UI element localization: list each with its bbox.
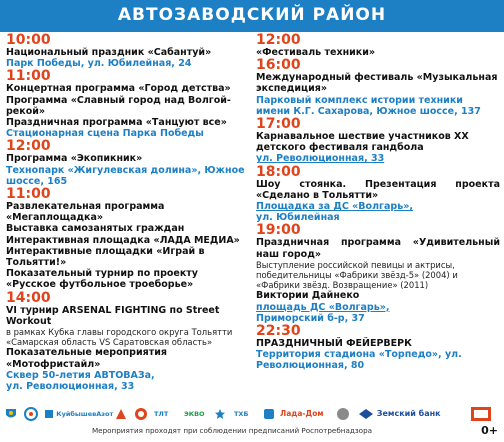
red-mark-icon	[114, 407, 128, 421]
logo-mark-round	[134, 405, 148, 423]
logo-tlt	[154, 405, 168, 423]
star-logo-icon	[214, 408, 226, 420]
sponsor-name: ТХБ	[234, 410, 249, 418]
event-title: Карнавальное шествие участников XX детского фестиваля гандбола	[256, 131, 469, 154]
logo-mark-blue	[262, 405, 276, 423]
city-emblem-icon	[4, 407, 18, 421]
logo-mark-gray	[336, 405, 350, 423]
sponsor-logos-strip	[0, 405, 504, 423]
time-label: 11:00	[6, 68, 51, 85]
venue-label: Территория стадиона «Торпедо», ул. Революционная, 80	[256, 349, 462, 372]
venue-label: ул. Революционная, 33	[256, 153, 385, 165]
logo-star	[214, 405, 226, 423]
venue-label: Сквер 50-летия АВТОВАЗа,	[6, 369, 155, 381]
district-title: АВТОЗАВОДСКИЙ РАЙОН	[117, 5, 387, 25]
footer-note: Мероприятия проходят при соблюдении предписаний Роспотребнадзора	[91, 426, 373, 435]
time-label: 18:00	[256, 163, 301, 180]
event-title: Концертная программа «Город детства»	[6, 83, 231, 95]
sponsor-name: КуйбышевАзот	[56, 410, 114, 418]
time-label: 16:00	[256, 57, 301, 74]
sponsor-name: Лада-Дом	[280, 409, 324, 418]
zemsky-bank-icon	[358, 408, 374, 420]
event-title: Национальный праздник «Сабантуй»	[6, 47, 212, 58]
logo-kuibyshevazot	[44, 405, 113, 423]
time-label: 19:00	[256, 222, 301, 239]
logo-tlt-emblem	[4, 405, 18, 423]
sponsor-name: ЭКВО	[184, 410, 205, 418]
venue-label: площадь ДС «Волгарь»,	[256, 301, 390, 313]
age-rating-badge: 0+	[481, 424, 498, 437]
logo-zemsky-bank	[358, 405, 441, 423]
event-description: Выступление российской певицы и актрисы, победительницы «Фабрики звёзд-5» (2004) и «Фабрики звёзд. Возвращение» (2011)	[256, 259, 458, 291]
time-label: 22:30	[256, 323, 301, 340]
time-label: 10:00	[6, 32, 51, 48]
logo-square-red	[470, 405, 492, 423]
logo-ekvo	[184, 405, 205, 423]
event-title: Программа «Славный город над Волгой-рекой»	[6, 94, 231, 117]
time-label: 12:00	[6, 138, 51, 155]
event-description: в рамках Кубка главы городского округа Тольятти «Самарская область VS Саратовская область»	[6, 327, 233, 348]
sponsor-name: ТЛТ	[154, 410, 169, 418]
schedule-left-column	[6, 33, 250, 392]
event-title: Праздничная программа «Удивительный наш город»	[256, 237, 500, 260]
event-title: Интерактивная площадка «ЛАДА МЕДИА»	[6, 234, 240, 246]
venue-label: Парковый комплекс истории техники имени К.Г. Сахарова, Южное шоссе, 137	[256, 94, 481, 117]
venue-label: Технопарк «Жигулевская долина», Южное шоссе, 165	[6, 164, 245, 187]
event-title: Развлекательная программа «Мегаплощадка»	[6, 201, 165, 224]
artist-name: Виктории Дайнеко	[256, 290, 360, 302]
venue-label: Стационарная сцена Парка Победы	[6, 128, 204, 140]
event-title: Интерактивные площадки «Играй в Тольятти!»	[6, 245, 205, 269]
event-title: Международный фестиваль «Музыкальная экспедиция»	[256, 72, 498, 95]
event-title: Выставка самозанятых граждан	[6, 223, 185, 235]
gray-mark-icon	[336, 407, 350, 421]
venue-label: ул. Юбилейная	[256, 212, 340, 224]
schedule-right-column	[256, 33, 500, 372]
header-banner	[0, 0, 504, 32]
event-title: Программа «Экопикник»	[6, 153, 143, 165]
venue-label: ул. Революционная, 33	[6, 381, 135, 393]
tv-channel-icon	[470, 406, 492, 422]
time-label: 14:00	[6, 289, 51, 306]
venue-label: Приморский б-р, 37	[256, 312, 365, 324]
event-title: Шоу стоянка. Презентация проекта «Сделано в Тольятти»	[256, 178, 500, 201]
logo-circle	[24, 405, 38, 423]
event-title: «Фестиваль техники»	[256, 47, 376, 58]
logo-mark-red	[114, 405, 128, 423]
blue-mark-icon	[262, 407, 276, 421]
sponsor-name: Земский банк	[376, 409, 441, 418]
venue-label: Площадка за ДС «Волгарь»,	[256, 201, 413, 213]
time-label: 11:00	[6, 186, 51, 203]
event-title: Показательные мероприятия «Мотофристайл»	[6, 347, 168, 370]
circle-logo-icon	[24, 407, 38, 421]
logo-lada-dom	[280, 405, 323, 423]
round-logo-icon	[134, 407, 148, 421]
kuibyshevazot-icon	[44, 409, 54, 419]
venue-label: Парк Победы, ул. Юбилейная, 24	[6, 58, 192, 70]
event-title: ПРАЗДНИЧНЫЙ ФЕЙЕРВЕРК	[256, 338, 412, 350]
event-title: Показательный турнир по проекту «Русское футбольное троеборье»	[6, 268, 199, 291]
event-title: Праздничная программа «Танцуют все»	[6, 117, 227, 129]
time-label: 17:00	[256, 116, 301, 133]
time-label: 12:00	[256, 32, 301, 48]
event-title: VI турнир ARSENAL FIGHTING по Street Workout	[6, 304, 220, 327]
logo-tkb	[234, 405, 248, 423]
